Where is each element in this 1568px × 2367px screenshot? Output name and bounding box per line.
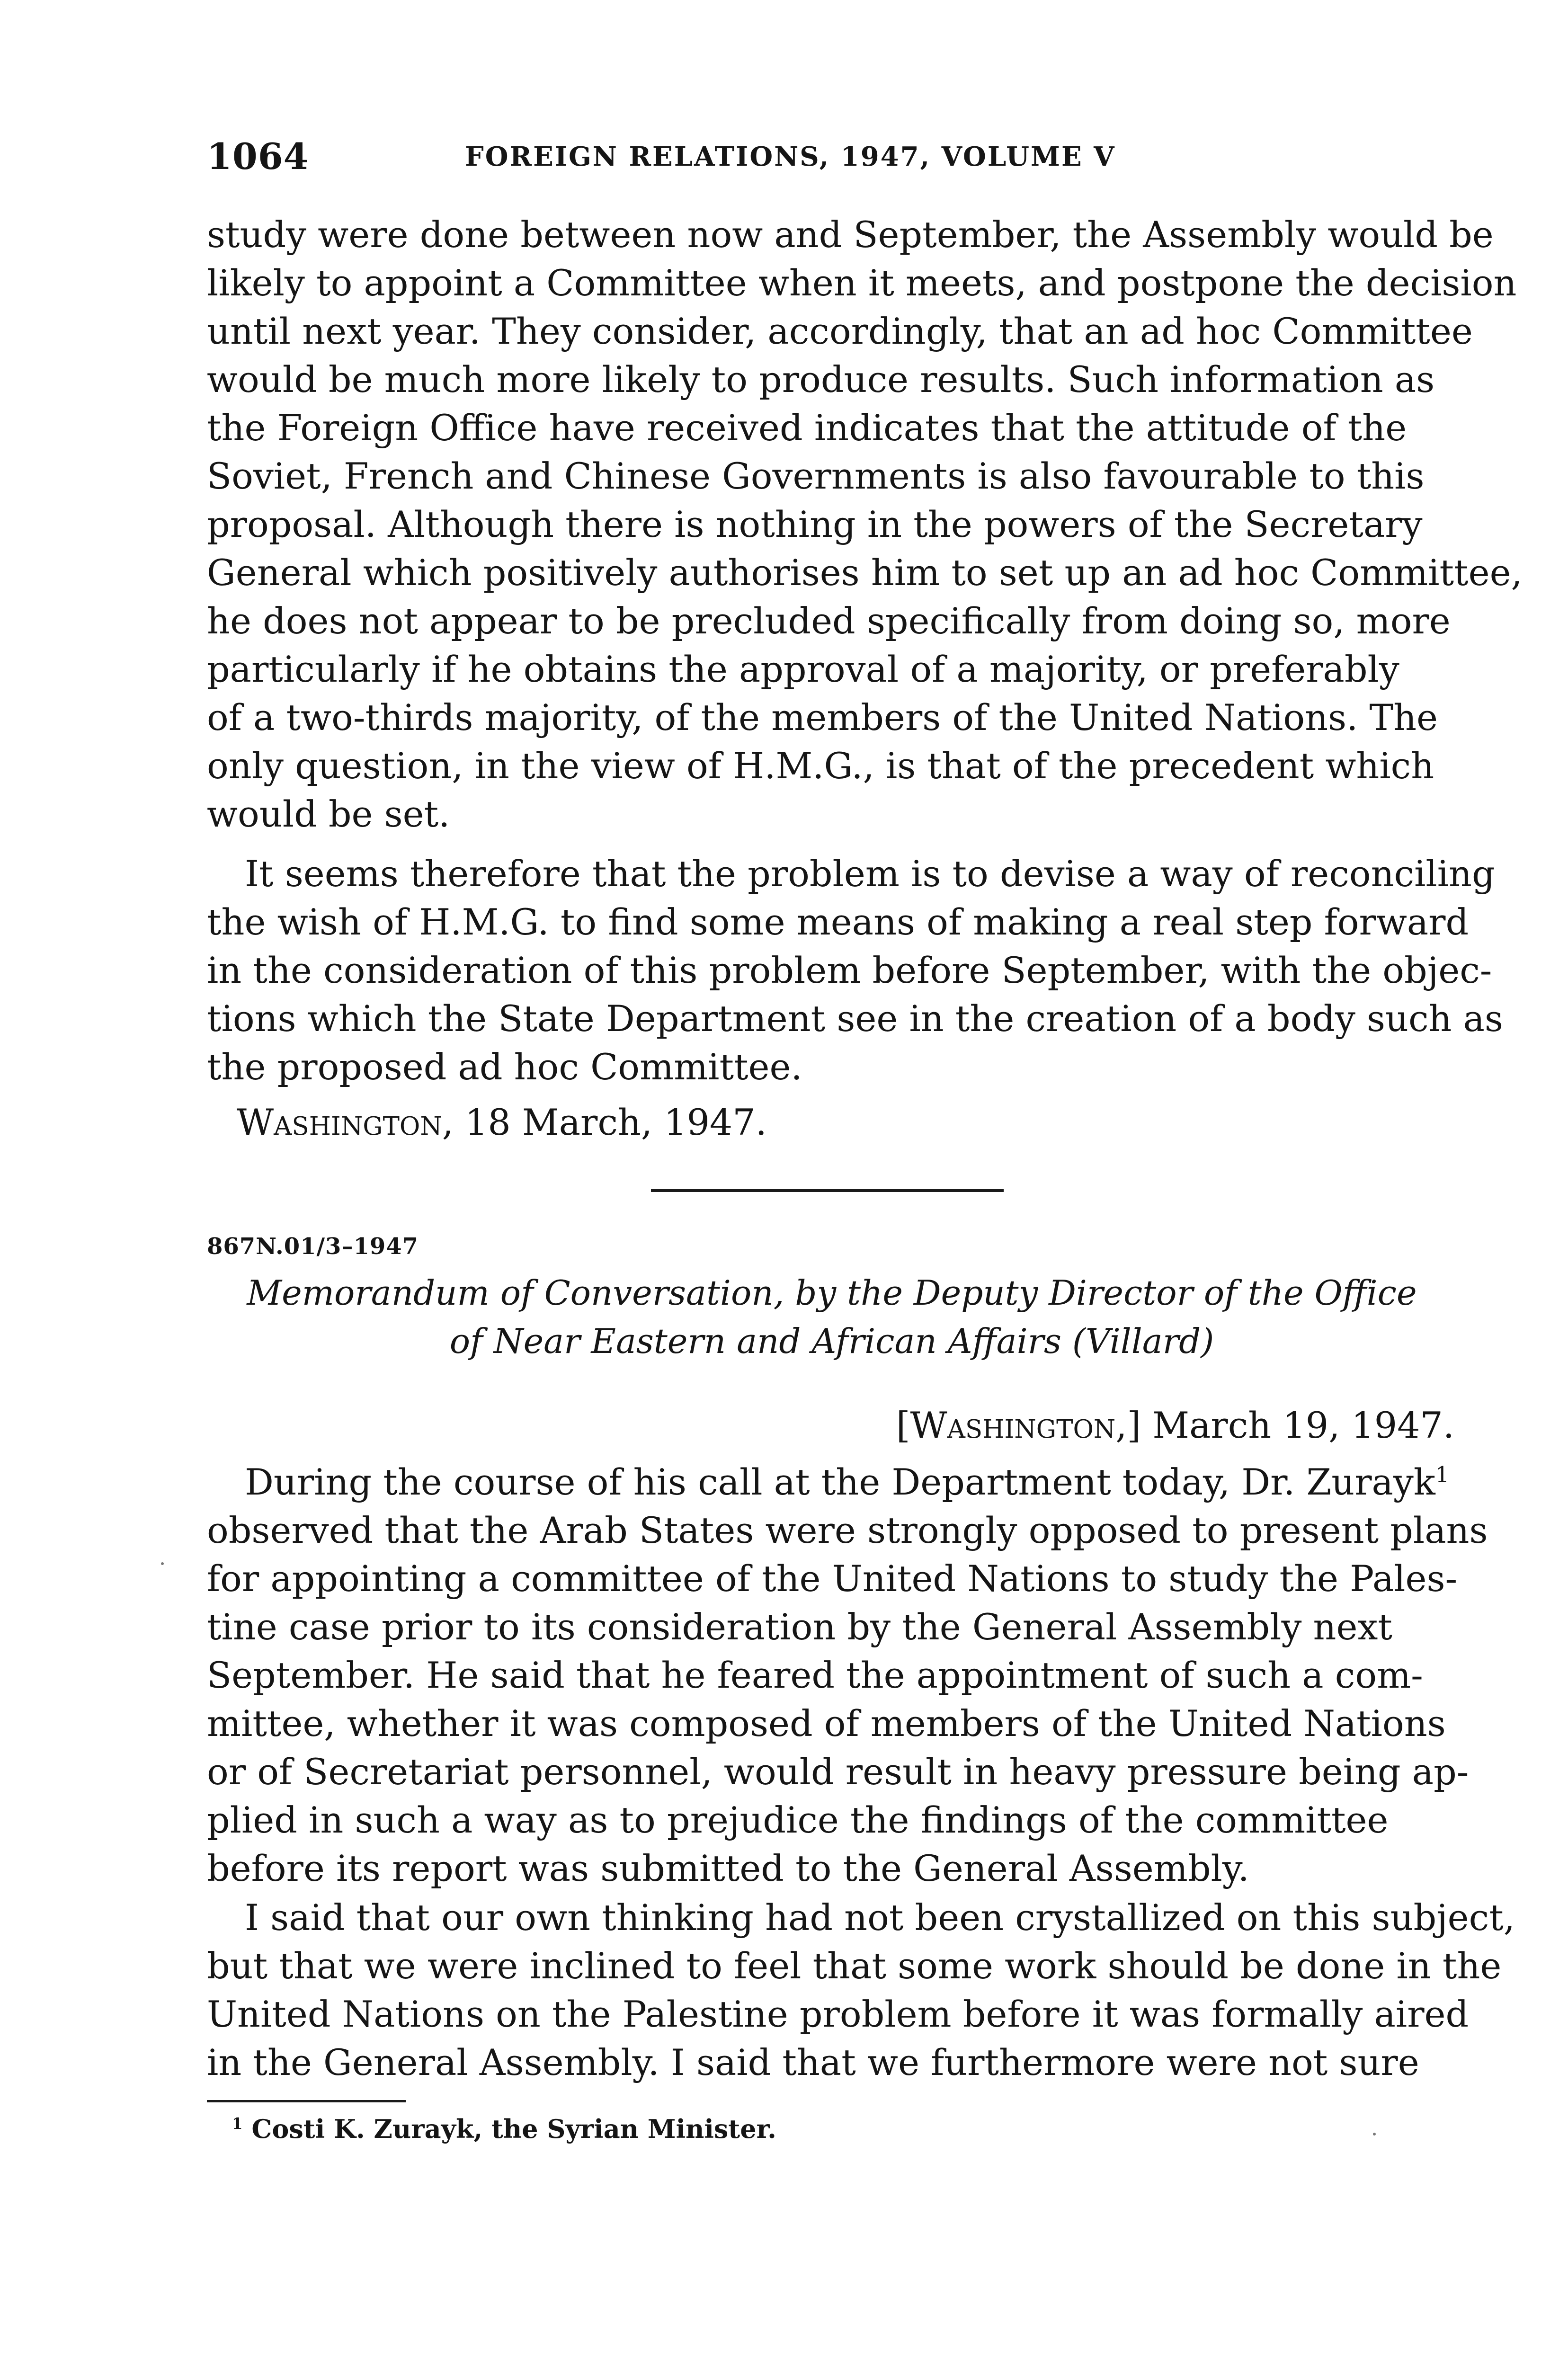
text-line: observed that the Arab States were strongly opposed to present plans	[207, 1509, 1488, 1551]
dateline-place: Washington	[237, 1101, 442, 1143]
paragraph-continuation	[207, 211, 1523, 838]
text-line: United Nations on the Palestine problem before it was formally aired	[207, 1993, 1469, 2035]
signature-dateline	[237, 1098, 767, 1147]
text-line: likely to appoint a Committee when it meets, and postpone the decision	[207, 262, 1517, 304]
text-line: tine case prior to its consideration by the General Assembly next	[207, 1606, 1392, 1648]
text-line: the Foreign Office have received indicates that the attitude of the	[207, 407, 1407, 449]
memo-dateline	[896, 1401, 1454, 1450]
scan-speck	[161, 1562, 164, 1565]
dateline-date: , 18 March, 1947.	[442, 1101, 767, 1143]
text-line: particularly if he obtains the approval of a majority, or preferably	[207, 648, 1399, 690]
text-line: until next year. They consider, accordingly, that an ad hoc Committee	[207, 310, 1473, 352]
memo-title-line: Memorandum of Conversation, by the Deputy Director of the Office	[247, 1273, 1417, 1313]
text-line-content: During the course of his call at the Department today, Dr. Zurayk	[245, 1461, 1435, 1503]
text-line: in the consideration of this problem before September, with the objec-	[207, 949, 1492, 991]
text-line: but that we were inclined to feel that some work should be done in the	[207, 1945, 1502, 1987]
text-line: the wish of H.M.G. to find some means of making a real step forward	[207, 901, 1469, 943]
footnote-divider	[207, 2100, 406, 2102]
scan-speck	[1373, 2133, 1376, 2136]
text-line: proposal. Although there is nothing in the powers of the Secretary	[207, 503, 1423, 545]
running-head	[207, 135, 1305, 187]
text-line: or of Secretariat personnel, would result in heavy pressure being ap-	[207, 1751, 1469, 1793]
text-line: mittee, whether it was composed of members of the United Nations	[207, 1702, 1446, 1744]
text-line: for appointing a committee of the United Nations to study the Pales-	[207, 1557, 1458, 1600]
footnote-marker: 1	[1435, 1462, 1449, 1487]
running-title: FOREIGN RELATIONS, 1947, VOLUME V	[465, 141, 1116, 172]
text-line: he does not appear to be precluded specifically from doing so, more	[207, 600, 1451, 642]
text-line: would be much more likely to produce results. Such information as	[207, 358, 1435, 400]
text-line: September. He said that he feared the appointment of such a com-	[207, 1654, 1423, 1696]
dateline-place: Washington	[910, 1404, 1116, 1446]
section-divider	[651, 1189, 1004, 1192]
footnote	[232, 2114, 776, 2144]
footnote-number: 1	[232, 2115, 243, 2133]
memo-title	[207, 1269, 1457, 1365]
footnote-text: Costi K. Zurayk, the Syrian Minister.	[251, 2114, 776, 2144]
memo-paragraph-2	[207, 1894, 1515, 2087]
memo-title-line: of Near Eastern and African Affairs (Villard)	[449, 1321, 1214, 1361]
dateline-open: [	[896, 1404, 910, 1446]
text-line: plied in such a way as to prejudice the findings of the committee	[207, 1799, 1389, 1841]
file-number: 867N.01/3–1947	[207, 1233, 419, 1260]
text-line: would be set.	[207, 793, 450, 835]
text-line: before its report was submitted to the General Assembly.	[207, 1847, 1249, 1889]
text-line: tions which the State Department see in the creation of a body such as	[207, 997, 1503, 1040]
text-line: the proposed ad hoc Committee.	[207, 1046, 802, 1088]
text-line: of a two-thirds majority, of the members of the United Nations. The	[207, 696, 1438, 739]
text-line: only question, in the view of H.M.G., is that of the precedent which	[207, 745, 1434, 787]
paragraph-conclusion	[207, 850, 1503, 1091]
text-line	[207, 1458, 1457, 1506]
text-line: I said that our own thinking had not been crystallized on this subject,	[245, 1896, 1515, 1939]
text-line: study were done between now and September, the Assembly would be	[207, 214, 1494, 256]
text-line: Soviet, French and Chinese Governments is also favourable to this	[207, 455, 1425, 497]
text-line: It seems therefore that the problem is to devise a way of reconciling	[245, 853, 1495, 895]
text-line: in the General Assembly. I said that we furthermore were not sure	[207, 2041, 1419, 2083]
text-line: General which positively authorises him to set up an ad hoc Committee,	[207, 552, 1523, 594]
memo-paragraph-1	[207, 1458, 1488, 1893]
dateline-rest: ,] March 19, 1947.	[1115, 1404, 1454, 1446]
page-number: 1064	[207, 135, 309, 178]
